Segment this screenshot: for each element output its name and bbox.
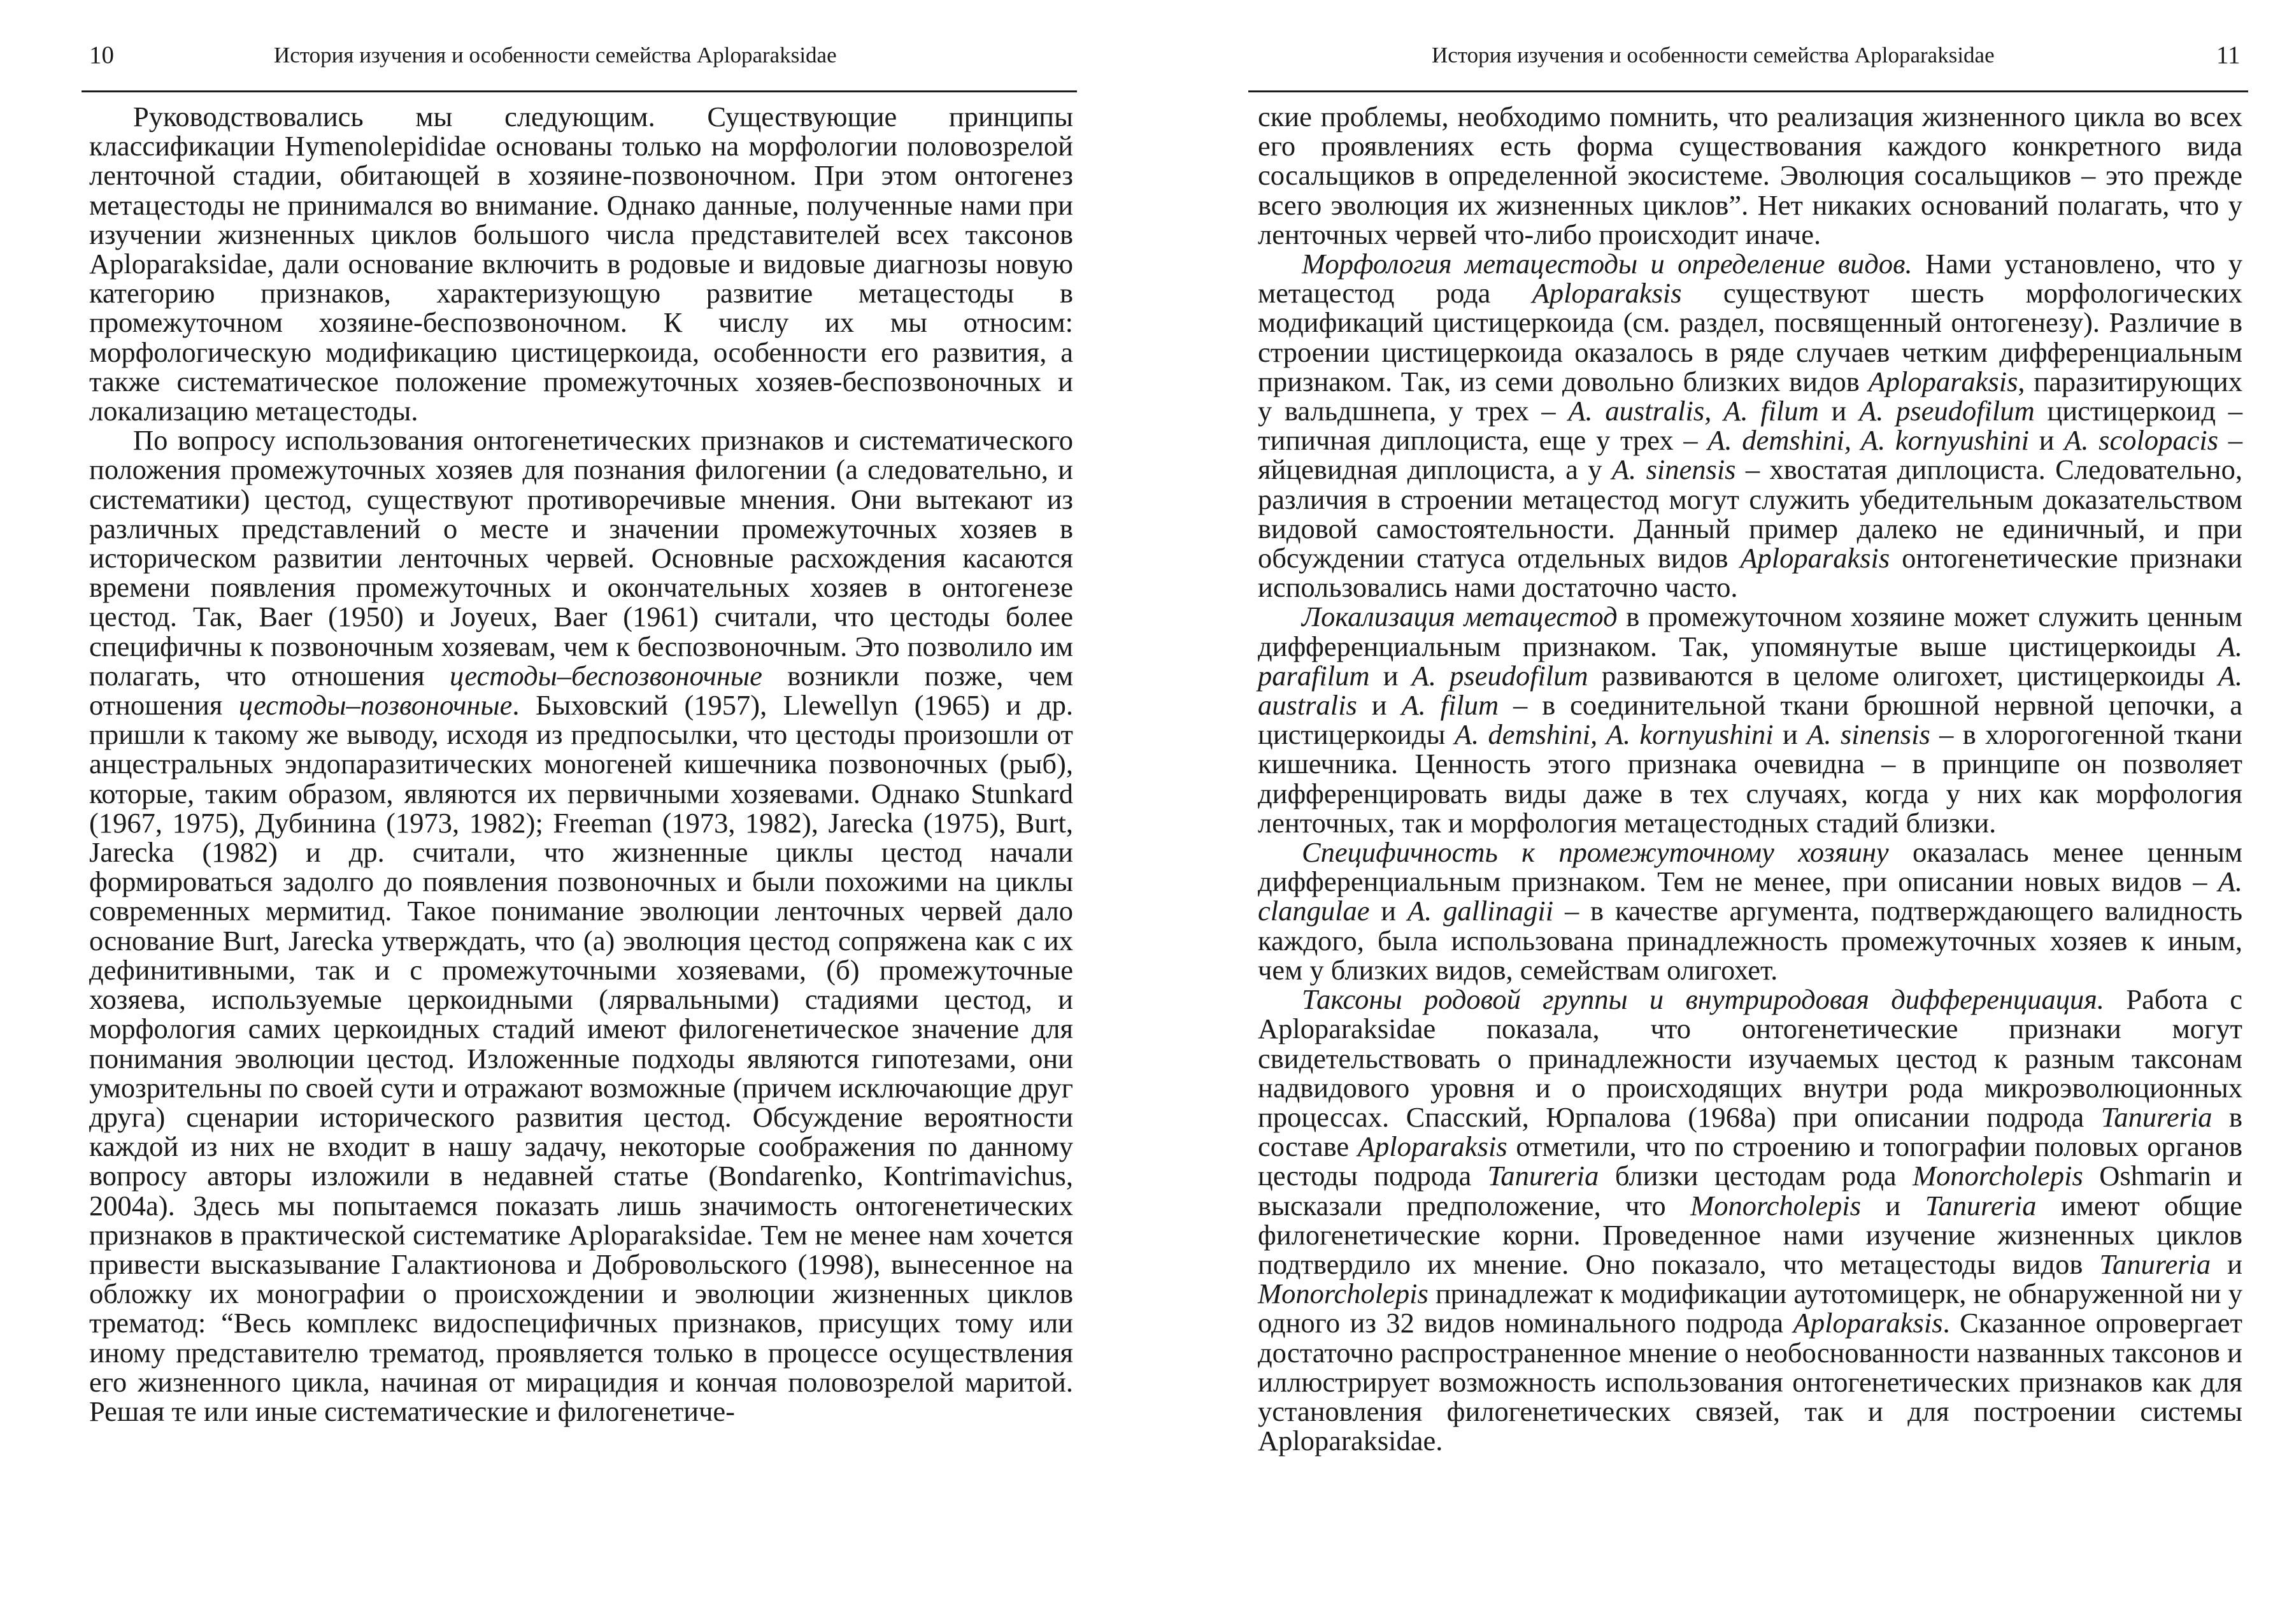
italic-run: Tanureria xyxy=(2099,1248,2211,1280)
text-run: и xyxy=(1773,718,1807,751)
text-run: развиваются в целоме олигохет, цистицеркоиды xyxy=(1588,659,2218,692)
header-rule xyxy=(82,90,1077,92)
italic-run: Морфология метацестоды и определение видов. xyxy=(1302,248,1913,280)
italic-run: цестоды–позвоночные xyxy=(238,689,513,722)
italic-run: Специфичность к промежуточному хозяину xyxy=(1302,836,1889,869)
paragraph xyxy=(1258,249,2242,602)
italic-run: A. parafilum xyxy=(1258,630,2242,692)
italic-run: Таксоны родовой группы и внутриродовая дифференциация. xyxy=(1302,983,2105,1016)
italic-run: цестоды–беспозвоночные xyxy=(450,659,762,692)
header-rule xyxy=(1248,90,2248,92)
text-run: имеют общие филогенетические корни. Проведенное нами изучение жизненных циклов подтвердило их мнение. Оно показало, что метацестоды видов xyxy=(1258,1189,2242,1280)
text-run: и xyxy=(1818,395,1860,427)
italic-run: A. scolopacis xyxy=(2064,424,2219,457)
italic-run: Monorcholepis xyxy=(1690,1189,1861,1222)
text-run: . Быховский (1957), Llewellyn (1965) и др. пришли к такому же выводу, исходя из предпосылки, что цестоды произошли от анцестральных эндопаразитических моногеней кишечника позвоночных (рыб), которые, таким образом, являются их первичными хозяевами. Однако Stunkard (1967, 1975), Дубинина (1973, 1982); Freeman (1973, 1982), Jarecka (1975), Burt, Jarecka (1982) и др. считали, что жизненные циклы цестод начали формироваться задолго до появления позвоночных и были похожими на циклы современных мермитид. Такое понимание эволюции ленточных червей дало основание Burt, Jarecka утверждать, что (а) эволюция цестод сопряжена как с их дефинитивными, так и с промежуточными хозяевами, (б) промежуточные хозяева, используемые церкоидными (лярвальными) стадиями цестод, и морфология самих церкоидных стадий имеют филогенетическое значение для понимания эволюции цестод. Изложенные подходы являются гипотезами, они умозрительны по своей сути и отражают возможные (причем исключающие друг друга) сценарии исторического развития цестод. Обсуждение вероятности каждой из них не входит в нашу задачу, некоторые соображения по данному вопросу авторы изложили в недавней статье (Bondarenko, Kontrimavichus, 2004a). Здесь мы попытаемся показать лишь значимость онтогенетических признаков в практической систематике Aploparaksidae. Тем не менее нам хочется привести высказывание Галактионова и Добровольского (1998), вынесенное на обложку их монографии о происхождении и эволюции жизненных циклов трематод: “Весь комплекс видоспецифичных признаков, присущих тому или иному представителю трематод, проявляется только в процессе осуществления его жизненного цикла, начиная от мирацидия и кончая половозрелой маритой. Решая те или иные систематические и филогенетиче- xyxy=(89,689,1073,1427)
paragraph xyxy=(1258,602,2242,837)
text-run: Нами установлено, что у метацестод рода xyxy=(1258,248,2243,310)
text-run: близки цестодам рода xyxy=(1599,1160,1913,1192)
italic-run: A. demshini, A. kornyushini xyxy=(1707,424,2030,457)
italic-run: Tanureria xyxy=(1925,1189,2037,1222)
italic-run: Monorcholepis xyxy=(1258,1278,1429,1310)
italic-run: Tanureria xyxy=(2100,1100,2212,1133)
text-run: и xyxy=(1860,1189,1925,1222)
italic-run: A. australis, A. filum xyxy=(1568,395,1819,427)
text-run: возникли позже, чем отношения xyxy=(89,659,1073,722)
page-body xyxy=(1258,102,2242,1455)
text-run: Руководствовались мы следующим. Существующие принципы классификации Hymenolepididae основаны только на морфологии половозрелой ленточной стадии, обитающей в хозяине-позвоночном. При этом онтогенез метацестоды не принимался во внимание. Однако данные, полученные нами при изучении жизненных циклов большого числа представителей всех таксонов Aploparaksidae, дали основание включить в родовые и видовые диагнозы новую категорию признаков, характеризующую развитие метацестоды в промежуточном хозяине-беспозвоночном. К числу их мы относим: морфологическую модификацию цистицеркоида, особенности его развития, а также систематическое положение промежуточных хозяев-беспозвоночных и локализацию метацестоды. xyxy=(89,101,1073,427)
paragraph xyxy=(89,102,1073,425)
page-number: 10 xyxy=(89,41,114,69)
text-run: отметили, что по строению и топографии половых органов цестоды подрода xyxy=(1258,1130,2242,1192)
italic-run: Monorcholepis xyxy=(1913,1160,2083,1192)
italic-run: A. pseudofilum xyxy=(1859,395,2035,427)
text-run: и xyxy=(1369,659,1412,692)
text-run: в составе xyxy=(1258,1100,2243,1163)
text-run: – хвостатая диплоциста. Следовательно, различия в строении метацестод могут служить убедительным доказательством видовой самостоятельности. Данный пример далеко не единичный, и при обсуждении статуса отдельных видов xyxy=(1258,453,2242,574)
italic-run: Локализация метацестод xyxy=(1302,601,1618,633)
text-run: – в хлорогогенной ткани кишечника. Ценность этого признака очевидна – в принципе он позволяет дифференцировать виды даже в тех случаях, когда у них как морфология ленточных, так и морфология метацестодных стадий близки. xyxy=(1258,718,2242,839)
italic-run: A. pseudofilum xyxy=(1411,659,1588,692)
italic-run: Aploparaksis xyxy=(1532,277,1682,310)
text-run: и xyxy=(2211,1248,2242,1280)
italic-run: Aploparaksis xyxy=(1793,1307,1943,1339)
italic-run: A. filum xyxy=(1401,689,1499,722)
text-run: , паразитирующих у вальдшнепа, у трех – xyxy=(1258,365,2242,427)
text-run: и xyxy=(1369,895,1407,927)
text-run: существуют шесть морфологических модификаций цистицеркоида (см. раздел, посвященный онтогенезу). Различие в строении цистицеркоида оказалось в ряде случаев четким дифференциальным признаком. Так, из семи довольно близких видов xyxy=(1258,277,2242,397)
text-run: – яйцевидная диплоциста, а у xyxy=(1258,424,2242,486)
text-run: цистицеркоид – типичная диплоциста, еще у трех – xyxy=(1258,395,2242,457)
page-body xyxy=(89,102,1073,1426)
italic-run: Tanureria xyxy=(1487,1160,1599,1192)
italic-run: A. sinensis xyxy=(1807,718,1930,751)
text-run: . Сказанное опровергает достаточно распространенное мнение о необоснованности названных таксонов и иллюстрирует возможность использования онтогенетических признаков как для установления филогенетических связей, так и для построении системы Aploparaksidae. xyxy=(1258,1307,2242,1457)
text-run: Oshmarin и высказали предположение, что xyxy=(1258,1160,2242,1222)
text-run: принадлежат к модификации аутотомицерк, не обнаруженной ни у одного из 32 видов номинального подрода xyxy=(1258,1278,2242,1339)
italic-run: A. sinensis xyxy=(1611,453,1736,486)
italic-run: Aploparaksis xyxy=(1357,1130,1507,1163)
text-run: По вопросу использования онтогенетических признаков и систематического положения промежуточных хозяев для познания филогении (а следовательно, и систематики) цестод, существуют противоречивые мнения. Они вытекают из различных представлений о месте и значении промежуточных хозяев в историческом развитии ленточных червей. Основные расхождения касаются времени появления промежуточных и окончательных хозяев в онтогенезе цестод. Так, Baer (1950) и Joyeux, Baer (1961) считали, что цестоды более специфичны к позвоночным хозяевам, чем к беспозвоночным. Это позволило им полагать, что отношения xyxy=(89,424,1073,692)
running-title: История изучения и особенности семейства Aploparaksidae xyxy=(1432,43,1995,68)
page-number: 11 xyxy=(2216,41,2241,69)
text-run: – в соединительной ткани брюшной нервной цепочки, а цистицеркоиды xyxy=(1258,689,2242,751)
right-page xyxy=(1140,0,2280,1624)
text-run: в промежуточном хозяине может служить ценным дифференциальным признаком. Так, упомянутые выше цистицеркоиды xyxy=(1258,601,2243,662)
text-run: оказалась менее ценным дифференциальным признаком. Тем не менее, при описании новых видов – xyxy=(1258,836,2243,898)
paragraph xyxy=(1258,837,2242,985)
text-run: – в качестве аргумента, подтверждающего валидность каждого, была использована принадлежность промежуточных хозяев к иным, чем у близких видов, семействам олигохет. xyxy=(1258,895,2243,986)
text-run: ские проблемы, необходимо помнить, что реализация жизненного цикла во всех его проявлениях есть форма существования каждого конкретного вида сосальщиков в определенной экосистеме. Эволюция сосальщиков – это прежде всего эволюция их жизненных циклов”. Нет никаких оснований полагать, что у ленточных червей что-либо происходит иначе. xyxy=(1258,101,2242,250)
running-title: История изучения и особенности семейства Aploparaksidae xyxy=(274,43,837,68)
italic-run: A. clangulae xyxy=(1258,865,2242,927)
italic-run: A. gallinagii xyxy=(1407,895,1554,927)
paragraph xyxy=(1258,102,2242,249)
text-run: онтогенетические признаки использовались нами достаточно часто. xyxy=(1258,542,2242,604)
text-run: и xyxy=(2029,424,2065,457)
italic-run: A. demshini, A. kornyushini xyxy=(1454,718,1774,751)
paragraph xyxy=(1258,985,2242,1455)
italic-run: Aploparaksis xyxy=(1740,542,1890,574)
text-run: и xyxy=(1357,689,1402,722)
text-run: Работа с Aploparaksidae показала, что онтогенетические признаки могут свидетельствовать о принадлежности изучаемых цестод к разным таксонам надвидового уровня и о происходящих внутри рода микроэволюционных процессах. Спасский, Юрпалова (1968а) при описании подрода xyxy=(1258,983,2242,1133)
paragraph xyxy=(89,425,1073,1426)
italic-run: Aploparaksis xyxy=(1868,365,2018,397)
italic-run: A. australis xyxy=(1258,659,2242,722)
